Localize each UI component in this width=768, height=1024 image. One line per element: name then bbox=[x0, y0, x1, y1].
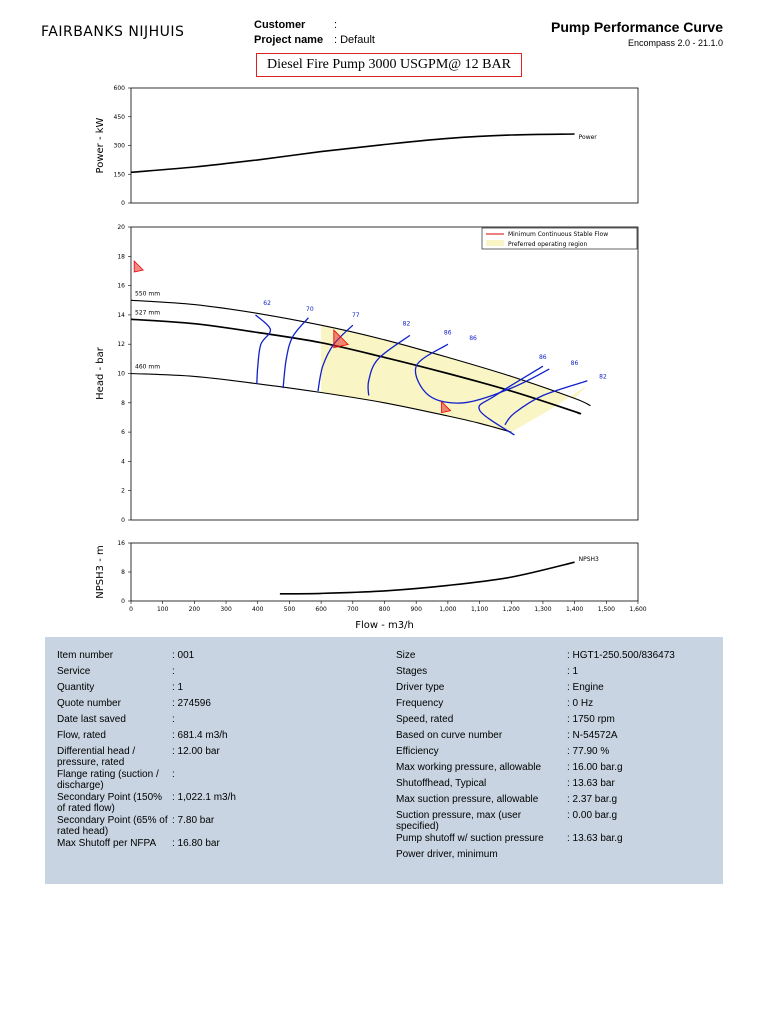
info-value: : N-54572A bbox=[567, 730, 618, 741]
info-value: : 274596 bbox=[172, 698, 211, 709]
info-value: : Engine bbox=[567, 682, 604, 693]
impeller-curve-label: 527 mm bbox=[135, 309, 161, 317]
flow-x-tick-label: 800 bbox=[378, 606, 391, 613]
power-y-tick-label: 0 bbox=[121, 200, 125, 207]
info-label: Size bbox=[396, 650, 416, 661]
flow-x-tick-label: 200 bbox=[188, 606, 201, 613]
project-name-value: : Default bbox=[334, 34, 375, 46]
pump-title: Diesel Fire Pump 3000 USGPM@ 12 BAR bbox=[256, 53, 522, 77]
power-y-tick-label: 600 bbox=[113, 85, 125, 92]
project-name-label: Project name bbox=[254, 34, 324, 46]
info-label: Driver type bbox=[396, 682, 445, 693]
info-value: : 1,022.1 m3/h bbox=[172, 792, 236, 803]
document-title: Pump Performance Curve bbox=[551, 19, 723, 35]
info-value: : 16.00 bar.g bbox=[567, 762, 623, 773]
info-value: : 7.80 bar bbox=[172, 815, 215, 826]
info-label: Quote number bbox=[57, 698, 121, 709]
info-label: Efficiency bbox=[396, 746, 439, 757]
power-y-axis-label: Power - kW bbox=[95, 117, 106, 174]
info-label: Secondary Point (65% of rated head) bbox=[57, 815, 168, 837]
info-panel bbox=[45, 637, 723, 884]
info-label: Service bbox=[57, 666, 91, 677]
flow-x-tick-label: 600 bbox=[315, 606, 327, 613]
info-value: : 12.00 bar bbox=[172, 746, 220, 757]
efficiency-label: 70 bbox=[306, 305, 314, 313]
efficiency-label: 82 bbox=[599, 373, 607, 381]
info-label: Based on curve number bbox=[396, 730, 503, 741]
info-label: Max working pressure, allowable bbox=[396, 762, 542, 773]
info-label: Flow, rated bbox=[57, 730, 106, 741]
npsh-y-tick-label: 8 bbox=[121, 569, 125, 576]
mcsf-marker bbox=[134, 261, 143, 272]
flow-x-tick-label: 1,500 bbox=[597, 606, 615, 613]
info-label: Frequency bbox=[396, 698, 444, 709]
power-plot-frame bbox=[131, 88, 638, 203]
power-series-label: Power bbox=[578, 134, 597, 141]
impeller-curve-label: 460 mm bbox=[135, 363, 161, 371]
head-y-tick-label: 6 bbox=[121, 429, 125, 437]
efficiency-curve bbox=[256, 315, 271, 384]
info-value: : HGT1-250.500/836473 bbox=[567, 650, 675, 661]
flow-x-tick-label: 0 bbox=[129, 606, 133, 613]
impeller-curve-label: 550 mm bbox=[135, 290, 161, 298]
flow-x-tick-label: 400 bbox=[252, 606, 264, 613]
flow-x-tick-label: 500 bbox=[283, 606, 296, 613]
info-label: Quantity bbox=[57, 682, 95, 693]
info-value: : 0.00 bar.g bbox=[567, 810, 618, 821]
info-label: Power driver, minimum bbox=[396, 849, 498, 860]
legend-mcsf-label: Minimum Continuous Stable Flow bbox=[508, 231, 609, 238]
head-y-axis-label: Head - bar bbox=[95, 347, 106, 400]
legend-region-label: Preferred operating region bbox=[508, 241, 588, 248]
flow-x-tick-label: 700 bbox=[347, 606, 359, 613]
flow-x-tick-label: 300 bbox=[220, 606, 232, 613]
efficiency-label: 86 bbox=[570, 360, 579, 368]
flow-x-tick-label: 1,600 bbox=[629, 606, 647, 613]
customer-value: : bbox=[334, 19, 338, 31]
power-y-tick-label: 450 bbox=[113, 113, 125, 121]
efficiency-label: 86 bbox=[469, 335, 477, 343]
info-value: : bbox=[172, 714, 175, 725]
flow-x-tick-label: 1,100 bbox=[470, 606, 489, 613]
info-label: Date last saved bbox=[57, 714, 126, 725]
customer-label: Customer bbox=[254, 19, 306, 31]
npsh-y-tick-label: 16 bbox=[117, 540, 125, 547]
efficiency-label: 82 bbox=[402, 320, 411, 328]
info-value: : 13.63 bar bbox=[567, 778, 615, 789]
efficiency-label: 62 bbox=[263, 300, 271, 308]
info-value: : bbox=[172, 666, 175, 677]
head-y-tick-label: 10 bbox=[117, 370, 125, 378]
flow-x-tick-label: 1,000 bbox=[439, 606, 457, 613]
info-value: : 1750 rpm bbox=[567, 714, 615, 725]
info-label: Shutoffhead, Typical bbox=[396, 778, 487, 789]
power-curve bbox=[131, 134, 575, 172]
document-subtitle: Encompass 2.0 - 21.1.0 bbox=[627, 38, 723, 48]
efficiency-label: 86 bbox=[443, 329, 452, 337]
head-y-tick-label: 18 bbox=[117, 253, 125, 261]
head-y-tick-label: 14 bbox=[117, 311, 125, 319]
head-y-tick-label: 4 bbox=[121, 458, 125, 466]
info-label: Secondary Point (150% of rated flow) bbox=[57, 792, 163, 814]
info-value: : 16.80 bar bbox=[172, 838, 220, 849]
info-label: Suction pressure, max (user specified) bbox=[396, 810, 522, 832]
flow-x-axis-label: Flow - m3/h bbox=[355, 620, 414, 631]
head-y-tick-label: 8 bbox=[121, 399, 125, 407]
head-y-tick-label: 2 bbox=[121, 487, 125, 495]
npsh-y-tick-label: 0 bbox=[121, 598, 125, 605]
efficiency-label: 77 bbox=[351, 311, 360, 319]
info-value: : 1 bbox=[172, 682, 184, 693]
brand-logo: FAIRBANKS NIJHUIS bbox=[41, 24, 185, 40]
info-label: Pump shutoff w/ suction pressure bbox=[396, 833, 544, 844]
legend-region-swatch bbox=[486, 240, 504, 246]
info-label: Max suction pressure, allowable bbox=[396, 794, 539, 805]
info-value: : 77.90 % bbox=[567, 746, 610, 757]
info-value: : 681.4 m3/h bbox=[172, 730, 228, 741]
npsh-plot-frame bbox=[131, 543, 638, 601]
info-value: : 1 bbox=[567, 666, 579, 677]
npsh3-series-label: NPSH3 bbox=[578, 556, 599, 564]
flow-x-tick-label: 1,200 bbox=[502, 606, 520, 613]
head-y-tick-label: 16 bbox=[117, 282, 125, 290]
power-y-tick-label: 300 bbox=[113, 142, 125, 150]
npsh3-curve bbox=[280, 562, 575, 594]
head-y-tick-label: 12 bbox=[117, 341, 125, 349]
efficiency-label: 86 bbox=[538, 354, 547, 362]
preferred-operating-region bbox=[321, 325, 587, 432]
info-value: : 13.63 bar.g bbox=[567, 833, 623, 844]
info-label: Max Shutoff per NFPA bbox=[57, 838, 157, 849]
info-label: Differential head / pressure, rated bbox=[57, 746, 136, 768]
head-y-tick-label: 0 bbox=[121, 517, 125, 524]
info-label: Speed, rated bbox=[396, 714, 454, 725]
info-value: : 001 bbox=[172, 650, 195, 661]
flow-x-tick-label: 1,300 bbox=[534, 606, 552, 613]
info-label: Item number bbox=[57, 650, 114, 661]
head-y-tick-label: 20 bbox=[117, 224, 125, 231]
info-value: : 2.37 bar.g bbox=[567, 794, 618, 805]
flow-x-tick-label: 900 bbox=[410, 606, 422, 613]
info-value: : bbox=[172, 769, 175, 780]
power-y-tick-label: 150 bbox=[113, 171, 125, 179]
flow-x-tick-label: 100 bbox=[156, 606, 169, 613]
efficiency-curve bbox=[283, 318, 308, 388]
info-label: Flange rating (suction / discharge) bbox=[57, 769, 159, 791]
info-label: Stages bbox=[396, 666, 428, 677]
npsh-y-axis-label: NPSH3 - m bbox=[95, 545, 106, 599]
flow-x-tick-label: 1,400 bbox=[566, 606, 584, 613]
info-value: : 0 Hz bbox=[567, 698, 594, 709]
